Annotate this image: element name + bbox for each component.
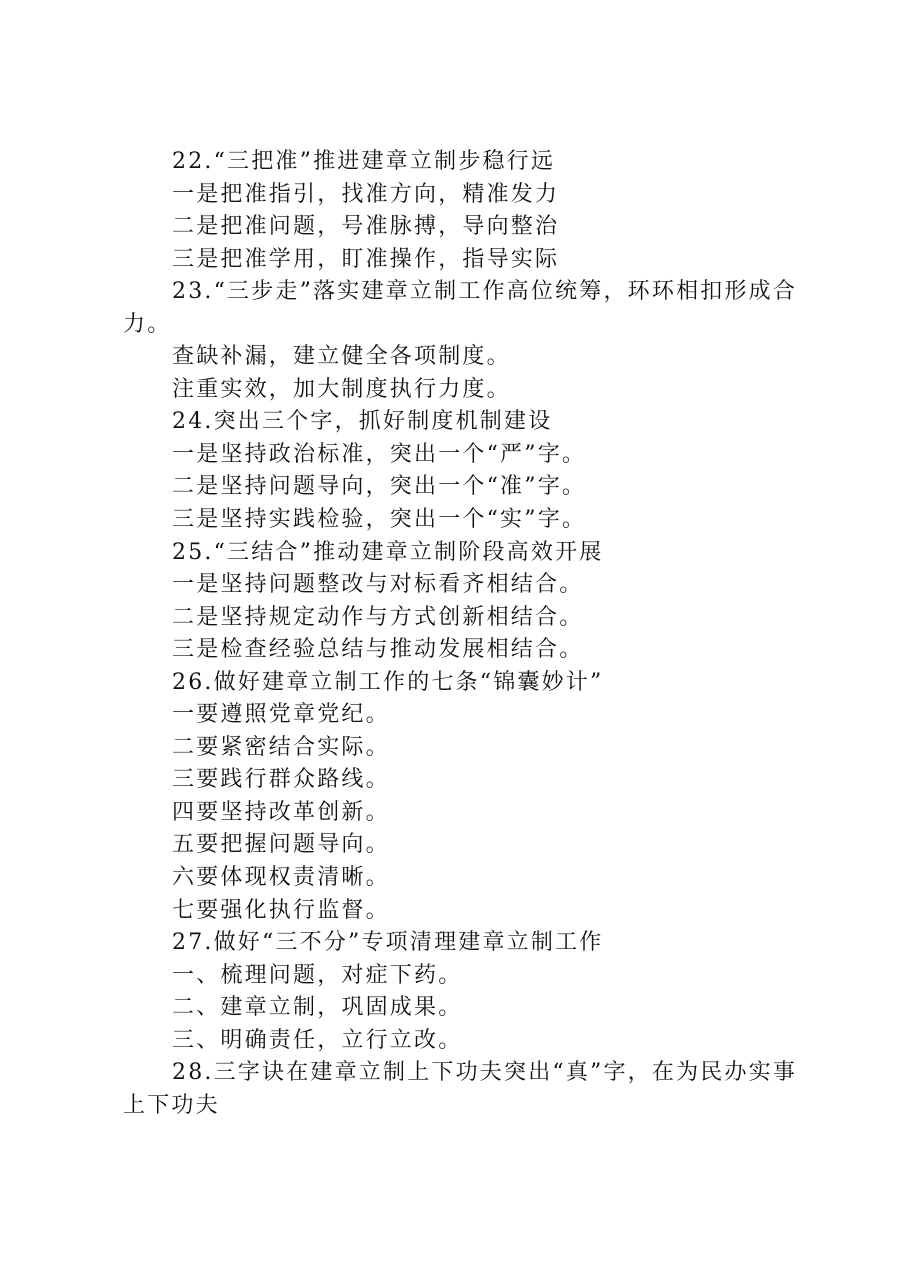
list-item: 三要践行群众路线。 <box>172 767 390 793</box>
heading-25: 25.“三结合”推动建章立制阶段高效开展 <box>172 539 604 565</box>
list-item: 注重实效，加大制度执行力度。 <box>172 376 511 402</box>
heading-28: 28.三字诀在建章立制上下功夫突出“真”字，在为民办实事上下功夫 <box>123 1060 798 1118</box>
list-item: 一是坚持问题整改与对标看齐相结合。 <box>172 572 584 598</box>
list-item: 二是把准问题，号准脉搏，导向整治 <box>172 214 560 240</box>
list-item: 二要紧密结合实际。 <box>172 734 390 760</box>
list-item: 一、梳理问题，对症下药。 <box>172 962 463 988</box>
list-item: 二是坚持问题导向，突出一个“准”字。 <box>172 474 587 500</box>
list-item: 三是检查经验总结与推动发展相结合。 <box>172 637 584 663</box>
list-item: 一是把准指引，找准方向，精准发力 <box>172 181 560 207</box>
list-item: 三是坚持实践检验，突出一个“实”字。 <box>172 507 587 533</box>
heading-26: 26.做好建章立制工作的七条“锦囊妙计” <box>172 669 604 695</box>
list-item: 五要把握问题导向。 <box>172 832 390 858</box>
heading-24: 24.突出三个字，抓好制度机制建设 <box>172 409 553 435</box>
list-item: 六要体现权责清晰。 <box>172 865 390 891</box>
document-body <box>123 146 805 1122</box>
list-item: 一要遵照党章党纪。 <box>172 702 390 728</box>
list-item: 三、明确责任，立行立改。 <box>172 1027 463 1053</box>
heading-27: 27.做好“三不分”专项清理建章立制工作 <box>172 930 604 956</box>
list-item: 四要坚持改革创新。 <box>172 799 390 825</box>
list-item: 一是坚持政治标准，突出一个“严”字。 <box>172 441 587 467</box>
list-item: 七要强化执行监督。 <box>172 897 390 923</box>
list-item: 三是把准学用，盯准操作，指导实际 <box>172 246 560 272</box>
list-item: 查缺补漏，建立健全各项制度。 <box>172 344 511 370</box>
heading-22: 22.“三把准”推进建章立制步稳行远 <box>172 149 556 174</box>
list-item: 二是坚持规定动作与方式创新相结合。 <box>172 604 584 630</box>
list-item: 二、建章立制，巩固成果。 <box>172 995 463 1021</box>
heading-23: 23.“三步走”落实建章立制工作高位统筹，环环相扣形成合力。 <box>123 279 798 337</box>
